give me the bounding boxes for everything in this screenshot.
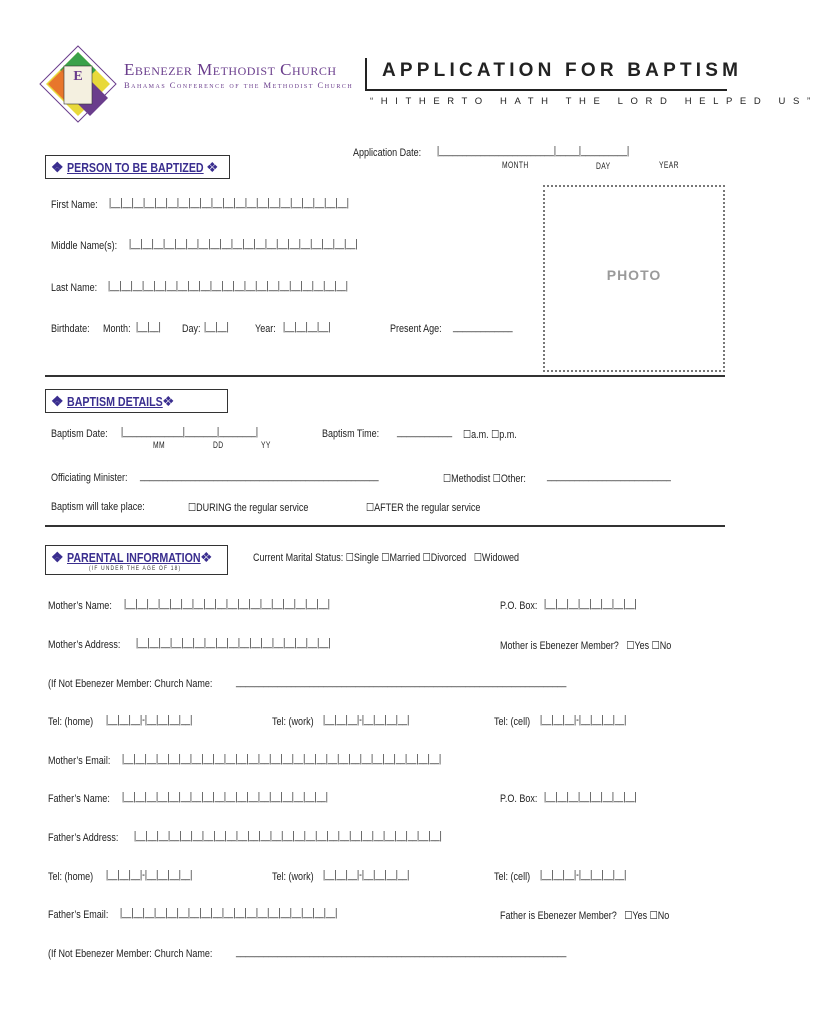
mother-email-field[interactable]: |__|__|__|__|__|__|__|__|__|__|__|__|__|__|__|__|__|__|__|__|__|__|__|__|__|__|__|__| [122, 753, 442, 765]
checkbox-icon[interactable]: ☐ [463, 429, 472, 441]
father-address-field[interactable]: |__|__|__|__|__|__|__|__|__|__|__|__|__|__|__|__|__|__|__|__|__|__|__|__|__|__|__| [134, 830, 442, 842]
mother-name-label: Mother’s Name: [48, 600, 112, 612]
application-date-field[interactable]: |_________________________|_____|__________| [437, 145, 630, 157]
father-church-field[interactable]: ________________________________________________________________________ [236, 946, 567, 958]
checkbox-icon[interactable]: ☐ [492, 473, 501, 485]
father-email-label: Father’s Email: [48, 909, 109, 921]
father-tel-home-label: Tel: (home) [48, 871, 94, 883]
present-age-field[interactable]: _____________ [453, 321, 513, 333]
first-name-label: First Name: [51, 199, 98, 211]
application-year-caption: YEAR [659, 160, 679, 170]
father-tel-cell-label: Tel: (cell) [494, 871, 531, 883]
checkbox-icon[interactable]: ☐ [649, 910, 658, 922]
father-not-member-label: (If Not Ebenezer Member: Church Name: [48, 948, 213, 960]
minister-label: Officiating Minister: [51, 472, 128, 484]
mother-tel-home-label: Tel: (home) [48, 716, 94, 728]
mother-tel-work-field[interactable]: |__|__|__|-|__|__|__|__| [323, 714, 410, 726]
baptism-yy-caption: YY [261, 440, 271, 450]
church-subtitle: Bahamas Conference of the Methodist Church [124, 80, 354, 90]
mother-tel-cell-field[interactable]: |__|__|__|-|__|__|__|__| [540, 714, 627, 726]
section-parental-subtitle: (IF UNDER THE AGE OF 18) [89, 565, 182, 572]
church-name: Ebenezer Methodist Church [124, 60, 337, 79]
mother-member: Mother is Ebenezer Member? ☐Yes ☐No [500, 640, 672, 652]
diamond-icon: ❖ [51, 393, 64, 409]
checkbox-icon[interactable]: ☐ [624, 910, 633, 922]
father-name-label: Father’s Name: [48, 793, 110, 805]
mother-address-label: Mother’s Address: [48, 639, 121, 651]
father-po-box-field[interactable]: |__|__|__|__|__|__|__|__| [544, 791, 637, 803]
checkbox-icon[interactable]: ☐ [345, 552, 354, 564]
place-label: Baptism will take place: [51, 501, 145, 513]
mother-church-field[interactable]: ________________________________________________________________________ [236, 676, 567, 688]
birth-day-label: Day: [182, 323, 201, 335]
father-tel-cell-field[interactable]: |__|__|__|-|__|__|__|__| [540, 869, 627, 881]
father-email-field[interactable]: |__|__|__|__|__|__|__|__|__|__|__|__|__|__|__|__|__|__|__| [120, 907, 338, 919]
father-po-box-label: P.O. Box: [500, 793, 538, 805]
baptism-time-label: Baptism Time: [322, 428, 380, 440]
divider [45, 375, 725, 377]
marital-status: Current Marital Status: ☐Single ☐Married ☐Divorced ☐Widowed [253, 552, 520, 564]
checkbox-icon[interactable]: ☐ [626, 640, 635, 652]
father-tel-work-label: Tel: (work) [272, 871, 314, 883]
mother-po-box-field[interactable]: |__|__|__|__|__|__|__|__| [544, 598, 637, 610]
during-option[interactable]: ☐DURING the regular service [188, 502, 309, 514]
middle-name-label: Middle Name(s): [51, 240, 118, 252]
baptism-dd-caption: DD [213, 440, 224, 450]
diamond-icon: ❖ [51, 549, 64, 565]
checkbox-icon[interactable]: ☐ [188, 502, 197, 514]
checkbox-icon[interactable]: ☐ [491, 429, 500, 441]
diamond-icon: ❖ [162, 393, 175, 409]
mother-tel-home-field[interactable]: |__|__|__|-|__|__|__|__| [106, 714, 193, 726]
application-month-caption: MONTH [502, 160, 529, 170]
divider [45, 525, 725, 527]
baptism-mm-caption: MM [153, 440, 165, 450]
baptism-date-field[interactable]: |_____________|_______|________| [121, 426, 259, 438]
checkbox-icon[interactable]: ☐ [422, 552, 431, 564]
am-option[interactable]: ☐a.m. ☐p.m. [463, 429, 517, 441]
photo-box[interactable] [543, 185, 725, 372]
church-logo [40, 46, 116, 122]
checkbox-icon[interactable]: ☐ [473, 552, 482, 564]
photo-label: PHOTO [606, 267, 662, 283]
application-date-label: Application Date: [353, 147, 422, 159]
middle-name-field[interactable]: |__|__|__|__|__|__|__|__|__|__|__|__|__|__|__|__|__|__|__|__| [129, 238, 358, 250]
last-name-field[interactable]: |__|__|__|__|__|__|__|__|__|__|__|__|__|__|__|__|__|__|__|__|__| [108, 280, 348, 292]
diamond-icon: ❖ [206, 159, 219, 175]
birth-year-label: Year: [255, 323, 276, 335]
baptism-date-label: Baptism Date: [51, 428, 108, 440]
diamond-icon: ❖ [51, 159, 64, 175]
checkbox-icon[interactable]: ☐ [381, 552, 390, 564]
mother-address-field[interactable]: |__|__|__|__|__|__|__|__|__|__|__|__|__|__|__|__|__| [136, 637, 331, 649]
mother-tel-cell-label: Tel: (cell) [494, 716, 531, 728]
checkbox-icon[interactable]: ☐ [443, 473, 452, 485]
logo-letter-e: E [73, 69, 83, 84]
mother-email-label: Mother’s Email: [48, 755, 111, 767]
last-name-label: Last Name: [51, 282, 98, 294]
birth-year-field[interactable]: |__|__|__|__| [283, 321, 331, 333]
minister-field[interactable]: ____________________________________________________ [140, 470, 379, 482]
father-tel-work-field[interactable]: |__|__|__|-|__|__|__|__| [323, 869, 410, 881]
father-member: Father is Ebenezer Member? ☐Yes ☐No [500, 910, 670, 922]
father-address-label: Father’s Address: [48, 832, 119, 844]
methodist-option[interactable]: ☐Methodist ☐Other: [443, 473, 526, 485]
mother-po-box-label: P.O. Box: [500, 600, 538, 612]
father-name-field[interactable]: |__|__|__|__|__|__|__|__|__|__|__|__|__|__|__|__|__|__| [122, 791, 328, 803]
mother-name-field[interactable]: |__|__|__|__|__|__|__|__|__|__|__|__|__|__|__|__|__|__| [124, 598, 330, 610]
diamond-icon: ❖ [200, 549, 213, 565]
first-name-field[interactable]: |__|__|__|__|__|__|__|__|__|__|__|__|__|__|__|__|__|__|__|__|__| [109, 197, 349, 209]
form-title: APPLICATION FOR BAPTISM [382, 60, 743, 81]
checkbox-icon[interactable]: ☐ [651, 640, 660, 652]
section-baptism-title: ❖ BAPTISM DETAILS [51, 393, 163, 409]
motto: “HITHERTO HATH THE LORD HELPED US” [370, 96, 818, 107]
baptism-time-field[interactable]: ____________ [397, 426, 453, 438]
checkbox-icon[interactable]: ☐ [366, 502, 375, 514]
birth-month-field[interactable]: |__|__| [136, 321, 161, 333]
mother-not-member-label: (If Not Ebenezer Member: Church Name: [48, 678, 213, 690]
birthdate-label: Birthdate: [51, 323, 90, 335]
section-person-title: ❖ PERSON TO BE BAPTIZED [51, 159, 204, 175]
present-age-label: Present Age: [390, 323, 442, 335]
section-parental-title: ❖ PARENTAL INFORMATION [51, 549, 201, 565]
after-option[interactable]: ☐AFTER the regular service [366, 502, 481, 514]
father-tel-home-field[interactable]: |__|__|__|-|__|__|__|__| [106, 869, 193, 881]
other-field[interactable]: ___________________________ [547, 470, 671, 482]
mother-tel-work-label: Tel: (work) [272, 716, 314, 728]
birth-day-field[interactable]: |__|__| [204, 321, 229, 333]
birth-month-label: Month: [103, 323, 131, 335]
application-day-caption: DAY [596, 161, 611, 171]
